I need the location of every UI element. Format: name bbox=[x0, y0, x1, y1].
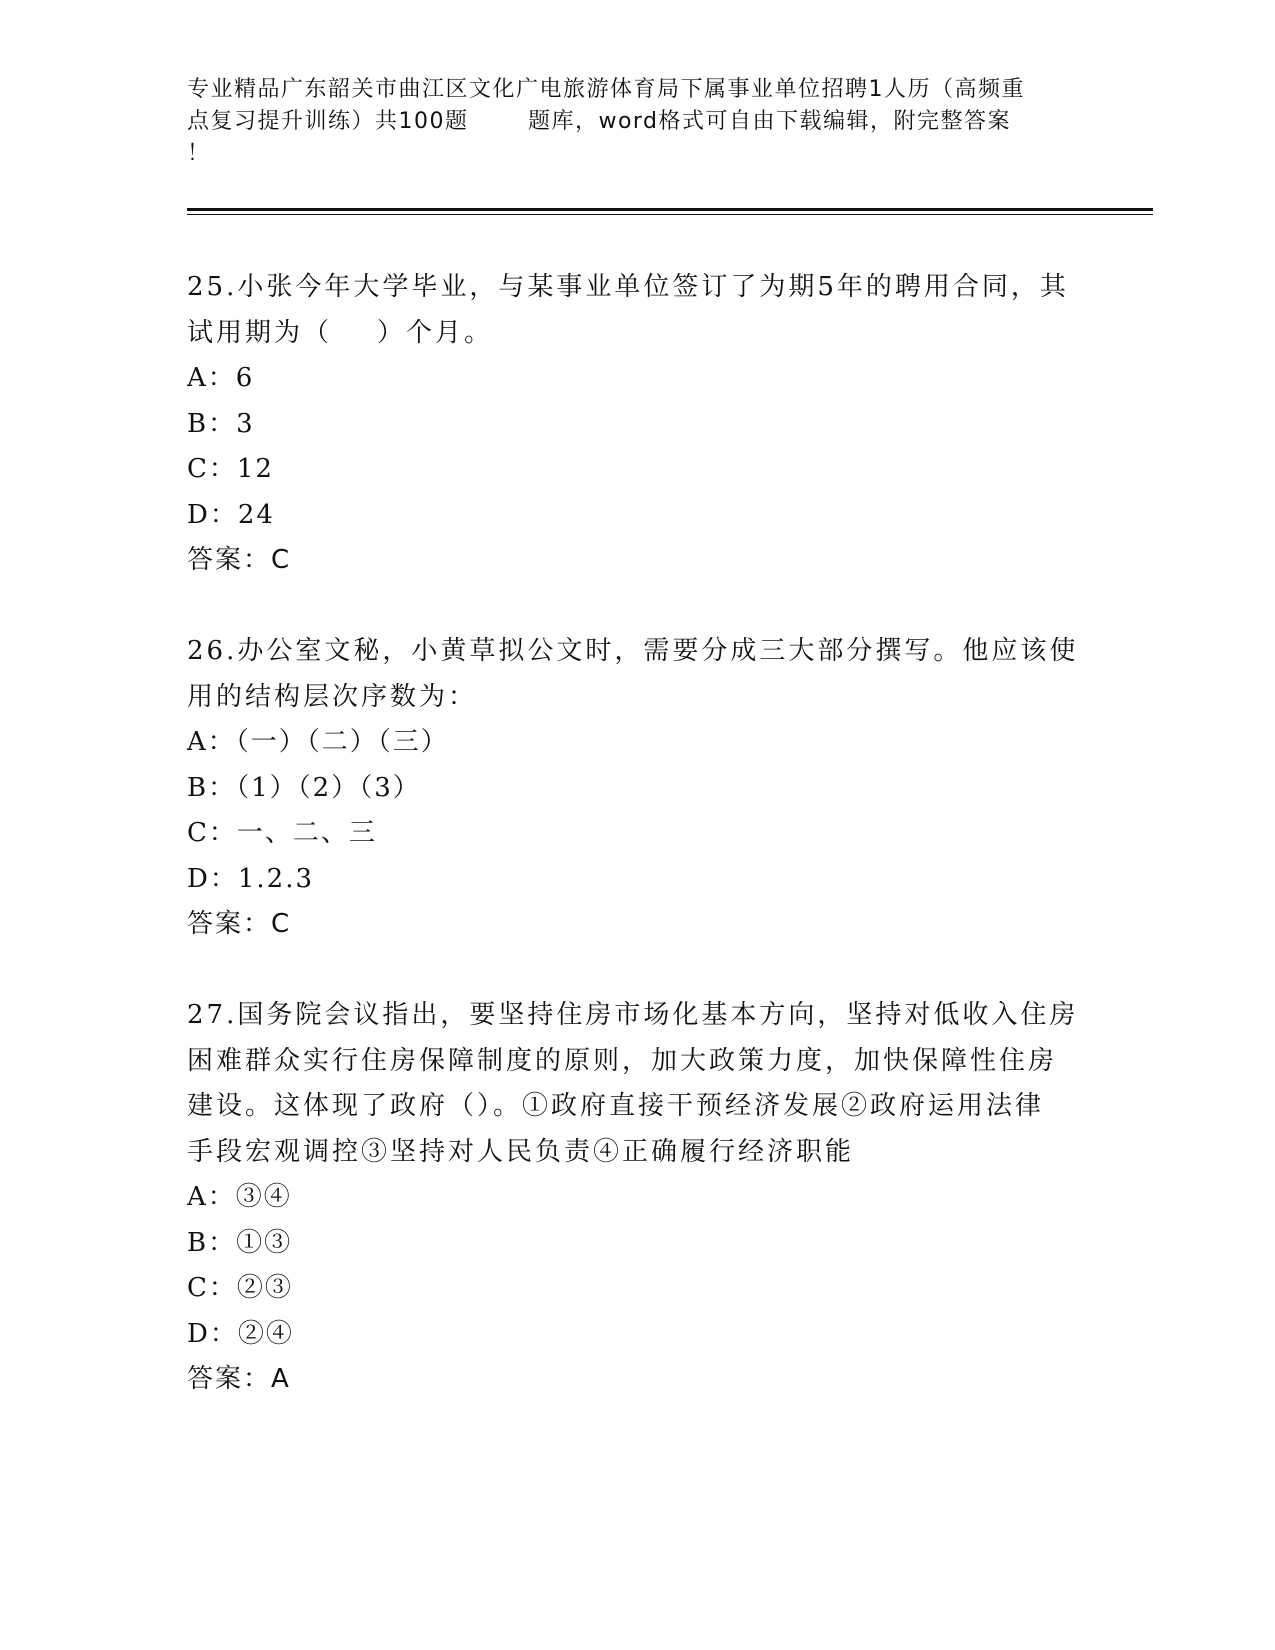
stem-line: 26.办公室文秘，小黄草拟公文时，需要分成三大部分撰写。他应该使 bbox=[187, 636, 1079, 666]
question-stem bbox=[187, 265, 1087, 356]
stem-line: 25.小张今年大学毕业，与某事业单位签订了为期5年的聘用合同，其 bbox=[187, 272, 1069, 302]
stem-line: 试用期为（ ）个月。 bbox=[187, 317, 494, 348]
option-d: D：②④ bbox=[187, 1318, 294, 1349]
header-line: ！ bbox=[187, 141, 211, 166]
option-a: A：（一）（二）（三） bbox=[187, 727, 449, 757]
question-27 bbox=[187, 993, 1087, 1403]
question-stem bbox=[187, 993, 1087, 1175]
question-stem bbox=[187, 629, 1087, 720]
option-c: C：12 bbox=[187, 454, 274, 484]
stem-line: 困难群众实行住房保障制度的原则，加大政策力度，加快保障性住房 bbox=[187, 1045, 1058, 1076]
option-c: C：一、二、三 bbox=[187, 818, 377, 848]
option-d: D：24 bbox=[187, 499, 275, 530]
answer: 答案：A bbox=[187, 1364, 291, 1394]
header-line: 专业精品广东韶关市曲江区文化广电旅游体育局下属事业单位招聘1人历（高频重 bbox=[187, 77, 1025, 102]
option-a: A：6 bbox=[187, 363, 255, 393]
stem-line: 手段宏观调控③坚持对人民负责④正确履行经济职能 bbox=[187, 1136, 855, 1167]
header-divider-thick bbox=[187, 208, 1153, 211]
option-c: C：②③ bbox=[187, 1273, 293, 1303]
option-a: A：③④ bbox=[187, 1182, 292, 1212]
question-26 bbox=[187, 629, 1087, 948]
document-header bbox=[187, 74, 1087, 170]
header-divider-thin bbox=[187, 214, 1153, 215]
answer: 答案：C bbox=[187, 909, 292, 939]
header-line: 点复习提升训练）共100题 题库，word格式可自由下载编辑，附完整答案 bbox=[187, 109, 1012, 134]
stem-line: 建设。这体现了政府（）。①政府直接干预经济发展②政府运用法律 bbox=[187, 1091, 1045, 1121]
option-b: B：3 bbox=[187, 408, 255, 439]
option-b: B：（1）（2）（3） bbox=[187, 772, 421, 803]
question-25 bbox=[187, 265, 1087, 584]
answer: 答案：C bbox=[187, 545, 292, 575]
stem-line: 用的结构层次序数为： bbox=[187, 681, 478, 712]
option-d: D：1.2.3 bbox=[187, 863, 315, 894]
stem-line: 27.国务院会议指出，要坚持住房市场化基本方向，坚持对低收入住房 bbox=[187, 1000, 1079, 1030]
option-b: B：①③ bbox=[187, 1227, 293, 1258]
